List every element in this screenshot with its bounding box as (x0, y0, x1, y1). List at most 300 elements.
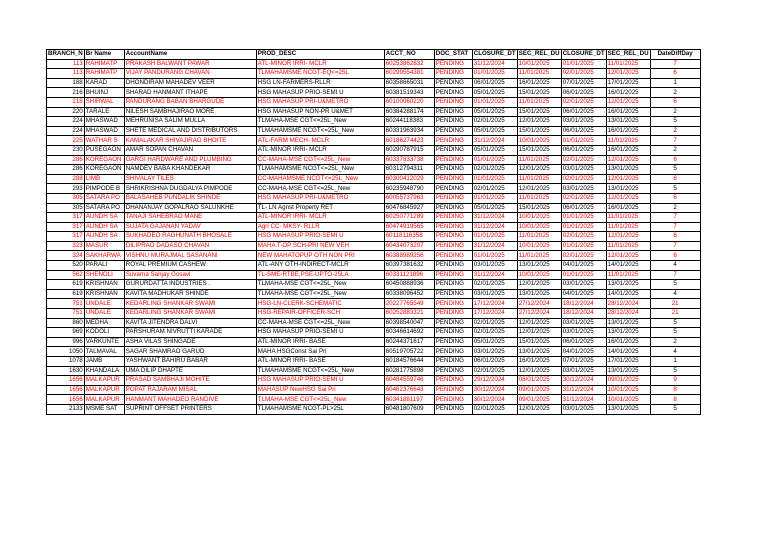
table-row[interactable] (47, 145, 701, 155)
table-cell[interactable]: KODOLI (84, 328, 124, 338)
table-cell[interactable]: 562 (47, 270, 85, 280)
table-cell[interactable]: 9 (650, 376, 700, 386)
table-cell[interactable]: SHIVALAY TILES (124, 174, 256, 184)
table-cell[interactable]: 6 (650, 193, 700, 203)
table-cell[interactable]: WATHAR S (84, 136, 124, 146)
table-cell[interactable]: 10/01/2025 (606, 395, 650, 405)
table-cell[interactable]: KHANDALA (84, 366, 124, 376)
table-cell[interactable]: 12/01/2025 (517, 328, 561, 338)
table-cell[interactable]: YASHWANT BAHIRU BABAR (124, 357, 256, 367)
table-cell[interactable]: 1656 (47, 395, 85, 405)
table-cell[interactable]: 13/01/2025 (517, 289, 561, 299)
table-cell[interactable]: 27/12/2024 (517, 299, 561, 309)
table-cell[interactable]: ROYAL PREMIUM CASHEW (124, 261, 256, 271)
table-cell[interactable]: 7 (650, 222, 700, 232)
table-cell[interactable]: 317 (47, 222, 85, 232)
table-cell[interactable]: 17/12/2024 (472, 309, 517, 319)
table-cell[interactable]: 520 (47, 261, 85, 271)
table-cell[interactable]: 286 (47, 155, 85, 165)
table-cell[interactable]: 06/01/2025 (561, 203, 606, 213)
table-cell[interactable]: ATL-FARM MECH- MCLR (256, 136, 384, 146)
table-cell[interactable]: 60100060220 (384, 97, 434, 107)
table-cell[interactable]: 4 (650, 289, 700, 299)
table-cell[interactable]: 11/01/2025 (606, 222, 650, 232)
table-cell[interactable]: 7 (650, 241, 700, 251)
table-cell[interactable]: 218 (47, 97, 85, 107)
table-row[interactable] (47, 88, 701, 98)
table-cell[interactable]: 15/01/2025 (517, 88, 561, 98)
table-cell[interactable]: POPAT RAJARAM MISAL (124, 385, 256, 395)
table-cell[interactable]: 13/01/2025 (606, 184, 650, 194)
table-cell[interactable]: 5 (650, 117, 700, 127)
table-cell[interactable]: 01/01/2025 (561, 222, 606, 232)
table-cell[interactable]: 2 (650, 126, 700, 136)
table-cell[interactable]: PENDING (434, 174, 472, 184)
table-cell[interactable]: 15/01/2025 (517, 126, 561, 136)
table-cell[interactable]: 01/01/2025 (561, 213, 606, 223)
table-cell[interactable]: TLMAHA-MSE CGT<=25L_New (256, 280, 384, 290)
table-cell[interactable]: 220 (47, 107, 85, 117)
table-cell[interactable]: CC-MAHA-MSE CGT<=25L_New (256, 155, 384, 165)
table-cell[interactable]: PENDING (434, 155, 472, 165)
table-cell[interactable]: 6 (650, 232, 700, 242)
table-cell[interactable]: 03/01/2025 (561, 280, 606, 290)
table-cell[interactable]: 16/01/2025 (606, 126, 650, 136)
table-cell[interactable]: 60358665031 (384, 78, 434, 88)
table-cell[interactable]: HSG MAHASUP NON-PR U&MET (256, 107, 384, 117)
column-header[interactable]: CLOSURE_DT (562, 50, 605, 58)
table-cell[interactable]: 60474919565 (384, 222, 434, 232)
table-cell[interactable]: 27/12/2024 (517, 309, 561, 319)
table-cell[interactable]: 5 (650, 165, 700, 175)
table-row[interactable] (47, 318, 701, 328)
table-row[interactable] (47, 213, 701, 223)
table-cell[interactable]: 619 (47, 289, 85, 299)
table-cell[interactable]: PANDURANG BABAN BHARGUDE (124, 97, 256, 107)
table-cell[interactable]: 02/01/2025 (472, 117, 517, 127)
column-header[interactable]: AccountName (124, 50, 256, 60)
table-cell[interactable]: 4 (650, 347, 700, 357)
table-cell[interactable]: 01/01/2025 (472, 97, 517, 107)
table-row[interactable] (47, 165, 701, 175)
table-row[interactable] (47, 222, 701, 232)
table-row[interactable] (47, 289, 701, 299)
table-cell[interactable]: MALKAPUR (84, 385, 124, 395)
table-cell[interactable]: SAGAR SHAMRAO GARUD (124, 347, 256, 357)
table-cell[interactable]: VARKUNTE (84, 337, 124, 347)
table-cell[interactable]: MHASWAD (84, 126, 124, 136)
table-cell[interactable]: 60299554381 (384, 69, 434, 79)
table-row[interactable] (47, 59, 701, 69)
table-cell[interactable]: TLMAHA-MSE CGT<=25L_New (256, 395, 384, 405)
table-cell[interactable]: TLMAHAMSME NCGT-EQ<=25L (256, 69, 384, 79)
table-cell[interactable]: 1 (650, 357, 700, 367)
table-cell[interactable]: 02/01/2025 (472, 280, 517, 290)
table-cell[interactable]: 60384288174 (384, 107, 434, 117)
table-cell[interactable]: 113 (47, 59, 85, 69)
table-cell[interactable]: 188 (47, 78, 85, 88)
table-cell[interactable]: PRAKASH BALWANT PAWAR (124, 59, 256, 69)
table-cell[interactable]: 6 (650, 174, 700, 184)
table-cell[interactable]: 969 (47, 328, 85, 338)
table-cell[interactable]: 01/01/2025 (472, 193, 517, 203)
table-row[interactable] (47, 97, 701, 107)
table-cell[interactable]: 29/12/2024 (472, 376, 517, 386)
table-cell[interactable]: BALASAHEB PUNDALIK SHINDE (124, 193, 256, 203)
table-cell[interactable]: 60381519343 (384, 88, 434, 98)
table-cell[interactable]: 10/01/2025 (517, 59, 561, 69)
table-cell[interactable]: 02/01/2025 (561, 251, 606, 261)
table-cell[interactable]: AUNDH SA (84, 213, 124, 223)
table-cell[interactable]: RAHIMATP (84, 69, 124, 79)
table-cell[interactable]: 02/01/2025 (472, 328, 517, 338)
table-cell[interactable]: PENDING (434, 280, 472, 290)
table-cell[interactable]: 996 (47, 337, 85, 347)
table-cell[interactable]: 12/01/2025 (606, 174, 650, 184)
table-cell[interactable]: HSG MAHASUP PRIO-SEMI U (256, 328, 384, 338)
table-cell[interactable]: HSG LN-FARMERS-RLLR (256, 78, 384, 88)
table-cell[interactable]: HSG MAHASUP PRIO-SEMI U (256, 88, 384, 98)
table-cell[interactable]: KARAD (84, 78, 124, 88)
table-cell[interactable]: VIJAY PANDURANG CHAVAN (124, 69, 256, 79)
table-cell[interactable]: ATL-MINOR IRRI- MCLR (256, 213, 384, 223)
table-cell[interactable]: MEDHA (84, 318, 124, 328)
table-cell[interactable]: 751 (47, 309, 85, 319)
table-cell[interactable]: TLMAHAMSME NCGT<=25L_New (256, 366, 384, 376)
table-cell[interactable]: 12/01/2025 (517, 404, 561, 414)
table-cell[interactable]: PENDING (434, 126, 472, 136)
table-cell[interactable]: PUSEGAON (84, 145, 124, 155)
table-cell[interactable]: 31/12/2024 (561, 395, 606, 405)
table-cell[interactable]: 06/01/2025 (561, 337, 606, 347)
table-cell[interactable]: 12/01/2025 (517, 117, 561, 127)
table-cell[interactable]: 02/01/2025 (472, 366, 517, 376)
table-cell[interactable]: 11/01/2025 (517, 69, 561, 79)
table-cell[interactable]: SHRIKRISHNA DUGDALYA PIMPODE (124, 184, 256, 194)
column-header[interactable]: PROD_DESC (256, 50, 384, 60)
table-cell[interactable]: ATL-ANY OTH-INDIRECT-MCLR (256, 261, 384, 271)
table-cell[interactable]: 07/01/2025 (561, 78, 606, 88)
table-cell[interactable]: 01/01/2025 (472, 232, 517, 242)
table-cell[interactable]: KAMALAKAR SHIVAJIRAO BHOITE (124, 136, 256, 146)
table-cell[interactable]: Suvarna Sanjay Gosavi (124, 270, 256, 280)
table-cell[interactable]: 224 (47, 126, 85, 136)
table-cell[interactable]: 13/01/2025 (517, 347, 561, 357)
table-cell[interactable]: 60184576644 (384, 357, 434, 367)
table-row[interactable] (47, 232, 701, 242)
table-cell[interactable]: 01/01/2025 (561, 136, 606, 146)
table-cell[interactable]: 860 (47, 318, 85, 328)
table-cell[interactable]: 16/01/2025 (517, 78, 561, 88)
table-cell[interactable]: 17/01/2025 (606, 78, 650, 88)
table-cell[interactable]: TLMAHA-MSE CGT<=25L_New (256, 289, 384, 299)
table-cell[interactable]: 03/01/2025 (472, 261, 517, 271)
table-cell[interactable]: 17/12/2024 (472, 299, 517, 309)
table-cell[interactable]: 1656 (47, 385, 85, 395)
table-cell[interactable]: GARGI HARDWARE AND PLUMBING (124, 155, 256, 165)
table-row[interactable] (47, 193, 701, 203)
table-cell[interactable]: PENDING (434, 232, 472, 242)
table-cell[interactable]: KRISHNAN (84, 289, 124, 299)
table-cell[interactable]: SHARAD HANMANT ITHAPE (124, 88, 256, 98)
table-cell[interactable]: 60481807609 (384, 404, 434, 414)
table-cell[interactable]: 02/01/2025 (561, 155, 606, 165)
table-cell[interactable]: 13/01/2025 (606, 328, 650, 338)
table-cell[interactable]: Agri CC- MKSY- RLLR (256, 222, 384, 232)
table-cell[interactable]: 01/01/2025 (561, 241, 606, 251)
table-cell[interactable]: 12/01/2025 (517, 184, 561, 194)
table-cell[interactable]: 288 (47, 174, 85, 184)
table-cell[interactable]: HSG MAHASUP PRI-U&METRO (256, 97, 384, 107)
table-cell[interactable]: 16/01/2025 (606, 88, 650, 98)
table-cell[interactable]: 60346614692 (384, 328, 434, 338)
table-cell[interactable]: 13/01/2025 (517, 261, 561, 271)
table-cell[interactable]: 02/01/2025 (472, 184, 517, 194)
table-cell[interactable]: 1050 (47, 347, 85, 357)
table-cell[interactable]: 21 (650, 299, 700, 309)
table-cell[interactable]: 14/01/2025 (606, 289, 650, 299)
table-cell[interactable]: GURURDATTA INDUSTRIES . (124, 280, 256, 290)
table-cell[interactable]: 60312794311 (384, 165, 434, 175)
table-cell[interactable]: TLMAHAMSME NCGT<=25L_New (256, 165, 384, 175)
table-cell[interactable]: PENDING (434, 203, 472, 213)
table-cell[interactable]: 06/01/2025 (561, 107, 606, 117)
table-cell[interactable]: AUNDH SA (84, 222, 124, 232)
table-cell[interactable]: 60397381632 (384, 261, 434, 271)
table-cell[interactable]: 05/01/2025 (472, 107, 517, 117)
table-row[interactable] (47, 309, 701, 319)
table-cell[interactable]: 13/01/2025 (606, 366, 650, 376)
table-cell[interactable]: 10/01/2025 (517, 213, 561, 223)
table-cell[interactable]: 02/01/2025 (472, 318, 517, 328)
table-cell[interactable]: 7 (650, 213, 700, 223)
table-cell[interactable]: 03/01/2025 (561, 318, 606, 328)
table-cell[interactable]: 05/01/2025 (472, 203, 517, 213)
table-cell[interactable]: 13/01/2025 (606, 117, 650, 127)
table-cell[interactable]: HSG MAHASUP PRIO-SEMI U (256, 376, 384, 386)
table-cell[interactable]: TLMAHAMSME NCGT<=25L_New (256, 126, 384, 136)
table-cell[interactable]: CC-MAHA-MSE CGT<=25L_New (256, 318, 384, 328)
table-cell[interactable]: PARSHURAM NIVRUTTI KARADE (124, 328, 256, 338)
table-cell[interactable]: PENDING (434, 309, 472, 319)
table-cell[interactable]: MHASWAD (84, 117, 124, 127)
table-cell[interactable]: 30/12/2024 (561, 376, 606, 386)
table-cell[interactable]: 12/01/2025 (606, 69, 650, 79)
table-row[interactable] (47, 78, 701, 88)
table-cell[interactable]: 286 (47, 165, 85, 175)
table-cell[interactable]: 60300412029 (384, 174, 434, 184)
table-cell[interactable]: 2 (650, 88, 700, 98)
table-cell[interactable]: PENDING (434, 366, 472, 376)
table-cell[interactable]: 11/01/2025 (606, 270, 650, 280)
table-cell[interactable]: KEDARLING SHANKAR SWAMI (124, 309, 256, 319)
table-cell[interactable]: PENDING (434, 107, 472, 117)
table-cell[interactable]: SAKHARWA (84, 251, 124, 261)
table-row[interactable] (47, 395, 701, 405)
table-cell[interactable]: 03/01/2025 (561, 184, 606, 194)
table-cell[interactable]: PRASAD SAMBHAJI MOHITE (124, 376, 256, 386)
table-cell[interactable]: SATARA PO (84, 193, 124, 203)
table-cell[interactable]: 09/01/2025 (606, 376, 650, 386)
table-cell[interactable]: PENDING (434, 376, 472, 386)
table-cell[interactable]: 16/01/2025 (606, 203, 650, 213)
table-cell[interactable]: 2 (650, 203, 700, 213)
column-header[interactable]: BRANCH_N (48, 50, 83, 58)
table-cell[interactable]: 60331121896 (384, 270, 434, 280)
table-cell[interactable]: 60186274423 (384, 136, 434, 146)
table-cell[interactable]: 60250771289 (384, 213, 434, 223)
table-cell[interactable]: PENDING (434, 251, 472, 261)
table-cell[interactable]: PENDING (434, 136, 472, 146)
table-cell[interactable]: NILESH SAMBHAJIRAO MORE (124, 107, 256, 117)
table-cell[interactable]: SUKHADEO RAGHUNATH BHOSALE (124, 232, 256, 242)
table-cell[interactable]: 305 (47, 203, 85, 213)
table-cell[interactable]: KOREGAON (84, 155, 124, 165)
table-cell[interactable]: HSG MAHASUP PRIO-SEMI U (256, 232, 384, 242)
table-cell[interactable]: 60341881197 (384, 395, 434, 405)
table-row[interactable] (47, 126, 701, 136)
table-cell[interactable]: KEDARLING SHANKAR SWAMI (124, 299, 256, 309)
table-cell[interactable]: 15/01/2025 (517, 337, 561, 347)
table-cell[interactable]: 11/01/2025 (606, 136, 650, 146)
table-cell[interactable]: 1 (650, 78, 700, 88)
table-cell[interactable]: PENDING (434, 328, 472, 338)
table-cell[interactable]: 60055737963 (384, 193, 434, 203)
table-cell[interactable]: 14/01/2025 (606, 261, 650, 271)
table-cell[interactable]: 60476845927 (384, 203, 434, 213)
table-cell[interactable]: 03/01/2025 (561, 328, 606, 338)
column-header[interactable]: CLOSURE_DT (473, 50, 516, 58)
table-cell[interactable]: TL- LN Agnst Property RET (256, 203, 384, 213)
table-cell[interactable]: 06/01/2025 (561, 126, 606, 136)
table-cell[interactable]: 60281775898 (384, 366, 434, 376)
table-cell[interactable]: ATL-MINOR IRRI- MCLR (256, 145, 384, 155)
table-cell[interactable]: 31/12/2024 (472, 222, 517, 232)
table-cell[interactable]: 12/01/2025 (517, 318, 561, 328)
table-row[interactable] (47, 347, 701, 357)
table-cell[interactable]: RAHIMATP (84, 59, 124, 69)
table-cell[interactable]: PENDING (434, 357, 472, 367)
table-cell[interactable]: 751 (47, 299, 85, 309)
table-cell[interactable]: HANMANT MAHADEO RANDIVE (124, 395, 256, 405)
table-cell[interactable]: 03/01/2025 (561, 117, 606, 127)
table-cell[interactable]: 6 (650, 155, 700, 165)
table-cell[interactable]: 06/01/2025 (561, 145, 606, 155)
table-row[interactable] (47, 117, 701, 127)
table-cell[interactable]: 7 (650, 59, 700, 69)
table-cell[interactable]: 30/12/2024 (472, 395, 517, 405)
table-cell[interactable]: PENDING (434, 88, 472, 98)
table-cell[interactable]: 60244371617 (384, 337, 434, 347)
table-cell[interactable]: 5 (650, 366, 700, 376)
table-cell[interactable]: 2 (650, 145, 700, 155)
table-cell[interactable]: HSG MAHASUP PRI-U&METRO (256, 193, 384, 203)
table-cell[interactable]: 01/01/2025 (561, 59, 606, 69)
table-cell[interactable]: 225 (47, 136, 85, 146)
table-row[interactable] (47, 184, 701, 194)
table-cell[interactable]: 02/01/2025 (472, 404, 517, 414)
table-cell[interactable]: 5 (650, 328, 700, 338)
table-cell[interactable]: 60434073207 (384, 241, 434, 251)
table-cell[interactable]: 20227765549 (384, 299, 434, 309)
table-cell[interactable]: MALKAPUR (84, 376, 124, 386)
table-cell[interactable]: DHANANJAY GOPALRAO SALUNKHE (124, 203, 256, 213)
table-cell[interactable]: MAHA HSGConst Sai Pri (256, 347, 384, 357)
table-row[interactable] (47, 241, 701, 251)
table-row[interactable] (47, 136, 701, 146)
table-cell[interactable]: 7 (650, 136, 700, 146)
table-cell[interactable]: 60519705722 (384, 347, 434, 357)
table-cell[interactable]: MSME SAT (84, 404, 124, 414)
table-cell[interactable]: 60118116358 (384, 232, 434, 242)
table-cell[interactable]: 31/12/2024 (472, 270, 517, 280)
table-cell[interactable]: 1078 (47, 357, 85, 367)
table-cell[interactable]: 05/01/2025 (472, 126, 517, 136)
table-row[interactable] (47, 299, 701, 309)
table-cell[interactable]: 06/01/2025 (561, 88, 606, 98)
table-cell[interactable]: 216 (47, 88, 85, 98)
table-cell[interactable]: 03/01/2025 (561, 404, 606, 414)
column-header[interactable]: Br Name (84, 50, 124, 60)
table-cell[interactable]: 03/01/2025 (472, 347, 517, 357)
table-cell[interactable]: 60484559746 (384, 376, 434, 386)
table-cell[interactable]: 12/01/2025 (517, 280, 561, 290)
table-row[interactable] (47, 251, 701, 261)
table-cell[interactable]: 02/01/2025 (561, 174, 606, 184)
table-cell[interactable]: PENDING (434, 299, 472, 309)
table-cell[interactable]: 16/01/2025 (517, 357, 561, 367)
table-cell[interactable]: 01/01/2025 (472, 251, 517, 261)
table-cell[interactable]: 317 (47, 213, 85, 223)
table-cell[interactable]: 01/01/2025 (472, 155, 517, 165)
table-row[interactable] (47, 69, 701, 79)
table-cell[interactable]: ATL-MINOR IRRI- BASE (256, 357, 384, 367)
table-cell[interactable]: 1656 (47, 376, 85, 386)
table-cell[interactable]: 293 (47, 184, 85, 194)
table-cell[interactable]: VISHNU MURAJMAL SASANANI (124, 251, 256, 261)
table-cell[interactable]: SHIRWAL (84, 97, 124, 107)
table-cell[interactable]: TLMAHA-MSE CGT<=25L_New (256, 117, 384, 127)
table-cell[interactable]: PENDING (434, 337, 472, 347)
table-row[interactable] (47, 270, 701, 280)
table-cell[interactable]: 10/01/2025 (606, 385, 650, 395)
table-cell[interactable]: DHONDIRAM MAHADEV VEER (124, 78, 256, 88)
table-cell[interactable]: 06/01/2025 (472, 357, 517, 367)
table-cell[interactable]: PENDING (434, 385, 472, 395)
table-cell[interactable]: 28/12/2024 (606, 309, 650, 319)
table-cell[interactable]: 5 (650, 318, 700, 328)
table-cell[interactable]: MALKAPUR (84, 395, 124, 405)
table-cell[interactable]: AMAR SOPAN CHAVAN (124, 145, 256, 155)
table-cell[interactable]: 03/01/2025 (472, 289, 517, 299)
table-cell[interactable]: PENDING (434, 117, 472, 127)
table-cell[interactable]: 15/01/2025 (517, 145, 561, 155)
table-cell[interactable]: 18/12/2024 (561, 309, 606, 319)
table-cell[interactable]: PENDING (434, 97, 472, 107)
table-cell[interactable]: 2 (650, 107, 700, 117)
table-cell[interactable]: 60244118383 (384, 117, 434, 127)
table-cell[interactable]: PENDING (434, 69, 472, 79)
table-cell[interactable]: PENDING (434, 213, 472, 223)
column-header[interactable]: DOC_STAT (434, 50, 472, 60)
table-cell[interactable]: SHENOLI (84, 270, 124, 280)
table-row[interactable] (47, 107, 701, 117)
table-cell[interactable]: 05/01/2025 (472, 88, 517, 98)
table-cell[interactable]: NAMDEV BABA KHANDEKAR (124, 165, 256, 175)
table-cell[interactable]: 04/01/2025 (561, 347, 606, 357)
table-cell[interactable]: 230 (47, 145, 85, 155)
table-cell[interactable]: MEHRUNISA SALIM MULLA (124, 117, 256, 127)
